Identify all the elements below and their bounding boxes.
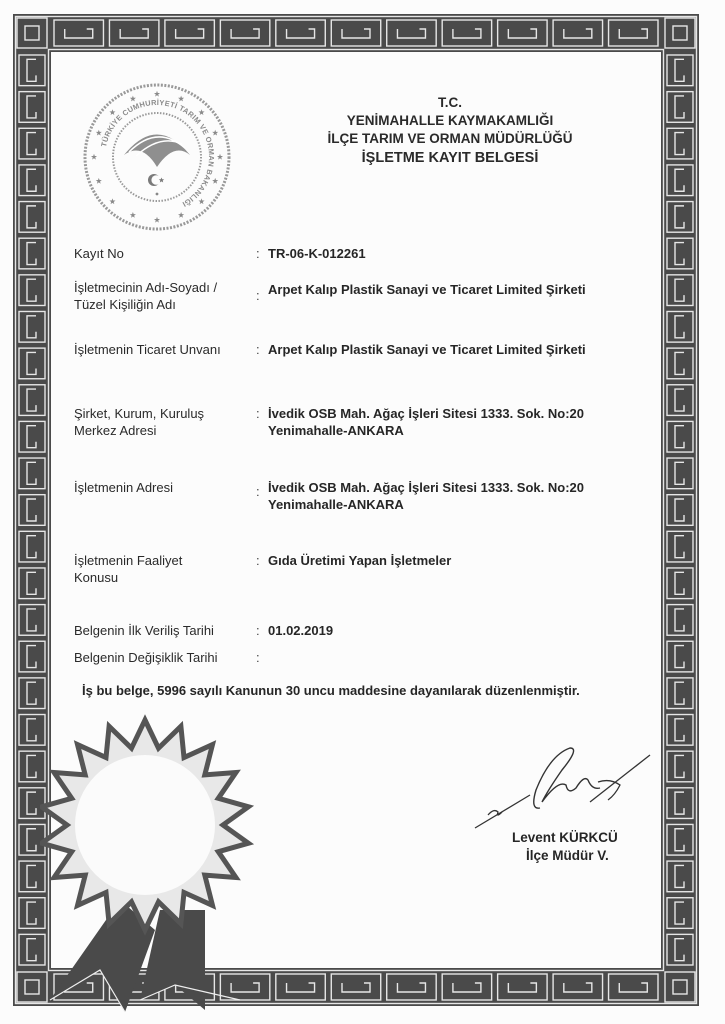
star-icon <box>130 96 136 102</box>
star-icon <box>199 109 205 115</box>
legal-basis-note: İş bu belge, 5996 sayılı Kanunun 30 uncu maddesine dayanılarak düzenlenmiştir. <box>82 683 580 698</box>
field-label: İşletmecinin Adı-Soyadı / Tüzel Kişiliğin Adı <box>74 280 218 312</box>
ministry-seal <box>82 82 232 232</box>
field-label: İşletmenin Adresi <box>74 480 173 495</box>
field-colon: : <box>256 623 260 638</box>
field-label: Şirket, Kurum, Kuruluş Merkez Adresi <box>74 406 205 438</box>
star-icon <box>109 198 115 204</box>
star-icon <box>130 212 136 218</box>
field-row-activity-subject <box>74 552 654 586</box>
award-rosette-icon <box>40 700 280 1024</box>
field-value: İvedik OSB Mah. Ağaç İşleri Sitesi 1333. Sok. No:20 Yenimahalle-ANKARA <box>268 480 584 512</box>
star-icon <box>91 154 97 160</box>
signatory-block <box>512 829 618 865</box>
field-label: İşletmenin Ticaret Unvanı <box>74 342 221 357</box>
field-colon: : <box>256 288 260 303</box>
field-value: Arpet Kalıp Plastik Sanayi ve Ticaret Limited Şirketi <box>268 282 586 297</box>
field-value: Gıda Üretimi Yapan İşletmeler <box>268 553 452 568</box>
star-icon <box>96 178 102 184</box>
crescent-star-icon <box>148 174 164 186</box>
seal-ring-text: TÜRKİYE CUMHURİYETİ TARIM VE ORMAN BAKANLIĞI <box>99 97 217 209</box>
star-icon <box>212 130 218 136</box>
star-icon <box>154 91 160 97</box>
field-value: 01.02.2019 <box>268 623 334 638</box>
field-row-headquarters-address <box>74 405 654 439</box>
field-colon: : <box>256 650 260 665</box>
field-label: Belgenin Değişiklik Tarihi <box>74 650 218 665</box>
star-icon <box>109 109 115 115</box>
field-row-operator-name <box>74 279 654 313</box>
star-icon <box>199 198 205 204</box>
field-arcs-emblem <box>124 135 190 168</box>
star-icon <box>178 96 184 102</box>
field-colon: : <box>256 484 260 499</box>
header-district-governorship: YENİMAHALLE KAYMAKAMLIĞI <box>346 113 554 128</box>
field-colon: : <box>256 406 260 421</box>
header-directorate: İLÇE TARIM VE ORMAN MÜDÜRLÜĞÜ <box>327 131 573 146</box>
field-label: Kayıt No <box>74 246 124 261</box>
document-title: İŞLETME KAYIT BELGESİ <box>361 150 539 166</box>
field-value <box>268 649 654 666</box>
document-header <box>290 94 610 167</box>
field-value: TR-06-K-012261 <box>268 246 366 261</box>
rosette-center <box>75 755 215 895</box>
field-colon: : <box>256 553 260 568</box>
field-label: Belgenin İlk Veriliş Tarihi <box>74 623 214 638</box>
field-colon: : <box>256 246 260 261</box>
field-row-trade-name <box>74 341 654 358</box>
star-icon <box>212 178 218 184</box>
field-colon: : <box>256 342 260 357</box>
field-row-registration-no <box>74 245 654 262</box>
field-value: Arpet Kalıp Plastik Sanayi ve Ticaret Limited Şirketi <box>268 342 586 357</box>
star-icon <box>217 154 223 160</box>
handwritten-signature <box>470 740 670 830</box>
field-label: İşletmenin Faaliyet Konusu <box>74 553 183 585</box>
star-icon <box>96 130 102 136</box>
signatory-title: İlçe Müdür V. <box>526 848 609 863</box>
field-row-modification-date <box>74 649 654 666</box>
star-icon <box>178 212 184 218</box>
header-tc: T.C. <box>437 95 462 110</box>
star-icon <box>154 217 160 223</box>
field-row-first-issue-date <box>74 622 654 639</box>
field-value: İvedik OSB Mah. Ağaç İşleri Sitesi 1333. Sok. No:20 Yenimahalle-ANKARA <box>268 406 584 438</box>
signatory-name: Levent KÜRKCÜ <box>512 830 618 845</box>
field-row-business-address <box>74 479 654 513</box>
